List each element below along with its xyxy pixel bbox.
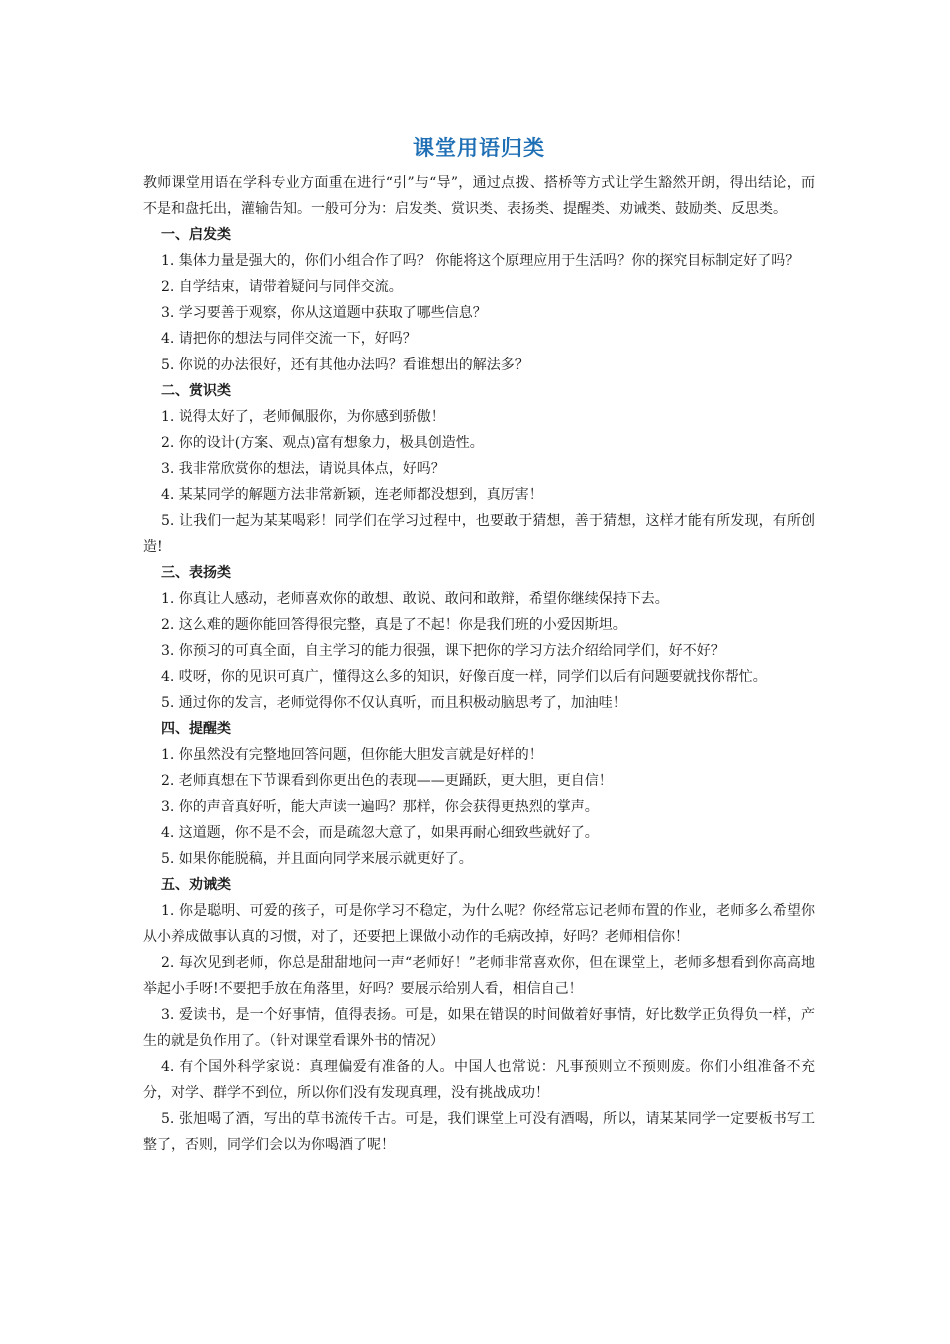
section <box>143 716 815 872</box>
list-item: 4. 这道题，你不是不会，而是疏忽大意了，如果再耐心细致些就好了。 <box>161 825 599 841</box>
list-item: 4. 请把你的想法与同伴交流一下，好吗？ <box>161 331 417 347</box>
list-item: 5. 张旭喝了酒，写出的草书流传千古。可是，我们课堂上可没有酒喝，所以，请某某同学一定要板书写工整了，否则，同学们会以为你喝酒了呢！ <box>143 1111 815 1153</box>
list-item: 2. 你的设计(方案、观点)富有想象力，极具创造性。 <box>161 435 484 451</box>
list-item: 1. 集体力量是强大的，你们小组合作了吗？ 你能将这个原理应用于生活吗？你的探究目标制定好了吗？ <box>161 253 800 269</box>
list-item: 3. 你的声音真好听，能大声读一遍吗？那样，你会获得更热烈的掌声。 <box>161 799 599 815</box>
list-item: 5. 让我们一起为某某喝彩！同学们在学习过程中，也要敢于猜想，善于猜想，这样才能有所发现，有所创造! <box>143 513 815 555</box>
page-title: 课堂用语归类 <box>413 136 545 160</box>
section-heading: 三、表扬类 <box>161 565 231 581</box>
list-item: 4. 某某同学的解题方法非常新颖，连老师都没想到，真厉害！ <box>161 487 543 503</box>
list-item: 3. 你预习的可真全面，自主学习的能力很强，课下把你的学习方法介绍给同学们，好不好？ <box>161 643 725 659</box>
list-item: 3. 学习要善于观察，你从这道题中获取了哪些信息？ <box>161 305 487 321</box>
list-item: 2. 这么难的题你能回答得很完整，真是了不起！你是我们班的小爱因斯坦。 <box>161 617 627 633</box>
section-heading: 二、赏识类 <box>161 383 231 399</box>
list-item: 3. 爱读书，是一个好事情，值得表扬。可是，如果在错误的时间做着好事情，好比数学正负得负一样，产生的就是负作用了。（针对课堂看课外书的情况） <box>143 1007 815 1049</box>
list-item: 2. 每次见到老师，你总是甜甜地问一声“老师好！”老师非常喜欢你，但在课堂上，老师多想看到你高高地举起小手呀!不要把手放在角落里，好吗？要展示给别人看，相信自己！ <box>143 955 815 997</box>
list-item: 3. 我非常欣赏你的想法，请说具体点，好吗？ <box>161 461 445 477</box>
list-item: 2. 自学结束，请带着疑问与同伴交流。 <box>161 279 403 295</box>
list-item: 1. 你是聪明、可爱的孩子，可是你学习不稳定，为什么呢？你经常忘记老师布置的作业，老师多么希望你从小养成做事认真的习惯，对了，还要把上课做小动作的毛病改掉，好吗？老师相信你！ <box>143 903 815 945</box>
list-item: 5. 通过你的发言，老师觉得你不仅认真听，而且积极动脑思考了，加油哇！ <box>161 695 627 711</box>
list-item: 1. 说得太好了，老师佩服你，为你感到骄傲！ <box>161 409 445 425</box>
document-page <box>143 128 815 1158</box>
list-item: 4. 哎呀，你的见识可真广，懂得这么多的知识，好像百度一样，同学们以后有问题要就找你帮忙。 <box>161 669 767 685</box>
section-heading: 一、启发类 <box>161 227 231 243</box>
section-heading: 五、劝诫类 <box>161 877 231 893</box>
list-item: 5. 如果你能脱稿，并且面向同学来展示就更好了。 <box>161 851 473 867</box>
list-item: 1. 你虽然没有完整地回答问题，但你能大胆发言就是好样的！ <box>161 747 543 763</box>
list-item: 1. 你真让人感动，老师喜欢你的敢想、敢说、敢问和敢辩，希望你继续保持下去。 <box>161 591 669 607</box>
list-item: 4. 有个国外科学家说：真理偏爱有准备的人。中国人也常说：凡事预则立不预则废。你们小组准备不充分，对学、群学不到位，所以你们没有发现真理，没有挑战成功！ <box>143 1059 815 1101</box>
list-item: 2. 老师真想在下节课看到你更出色的表现——更踊跃，更大胆，更自信！ <box>161 773 613 789</box>
section <box>143 378 815 560</box>
section <box>143 560 815 716</box>
section <box>143 222 815 378</box>
sections-container <box>143 222 815 1158</box>
intro-paragraph: 教师课堂用语在学科专业方面重在进行“引”与“导”，通过点拨、搭桥等方式让学生豁然开朗，得出结论，而不是和盘托出，灌输告知。一般可分为：启发类、赏识类、表扬类、提醒类、劝诫类、鼓励类、反思类。 <box>143 175 815 217</box>
section-heading: 四、提醒类 <box>161 721 231 737</box>
section <box>143 872 815 1158</box>
list-item: 5. 你说的办法很好，还有其他办法吗？看谁想出的解法多？ <box>161 357 529 373</box>
